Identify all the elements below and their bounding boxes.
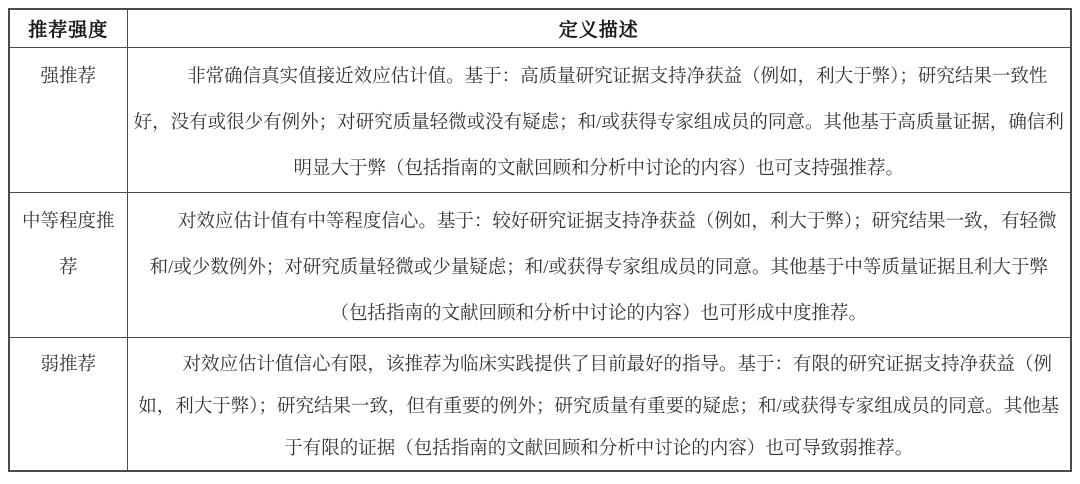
column-header-definition: 定义描述: [127, 9, 1071, 47]
table-header-row: [9, 9, 1071, 47]
strength-cell-strong: 强推荐: [9, 47, 127, 192]
definition-cell-strong: 非常确信真实值接近效应估计值。基于：高质量研究证据支持净获益（例如，利大于弊）；研究结果一致性好，没有或很少有例外；对研究质量轻微或没有疑虑；和/或获得专家组成员的同意。其他基于高质量证据，确信利明显大于弊（包括指南的文献回顾和分析中讨论的内容）也可支持强推荐。: [127, 47, 1071, 192]
strength-cell-weak: 弱推荐: [9, 337, 127, 471]
strength-cell-moderate: 中等程度推荐: [9, 192, 127, 337]
table-row-strong-recommendation: [9, 47, 1071, 192]
definition-cell-weak: 对效应估计值信心有限，该推荐为临床实践提供了目前最好的指导。基于：有限的研究证据支持净获益（例如，利大于弊）；研究结果一致，但有重要的例外；研究质量有重要的疑虑；和/或获得专家组成员的同意。其他基于有限的证据（包括指南的文献回顾和分析中讨论的内容）也可导致弱推荐。: [127, 337, 1071, 471]
table-row-weak-recommendation: [9, 337, 1071, 471]
definition-cell-moderate: 对效应估计值有中等程度信心。基于：较好研究证据支持净获益（例如，利大于弊）；研究结果一致，有轻微和/或少数例外；对研究质量轻微或少量疑虑；和/或获得专家组成员的同意。其他基于中等质量证据且利大于弊（包括指南的文献回顾和分析中讨论的内容）也可形成中度推荐。: [127, 192, 1071, 337]
column-header-strength: 推荐强度: [9, 9, 127, 47]
recommendation-strength-table: [8, 8, 1072, 472]
table-row-moderate-recommendation: [9, 192, 1071, 337]
